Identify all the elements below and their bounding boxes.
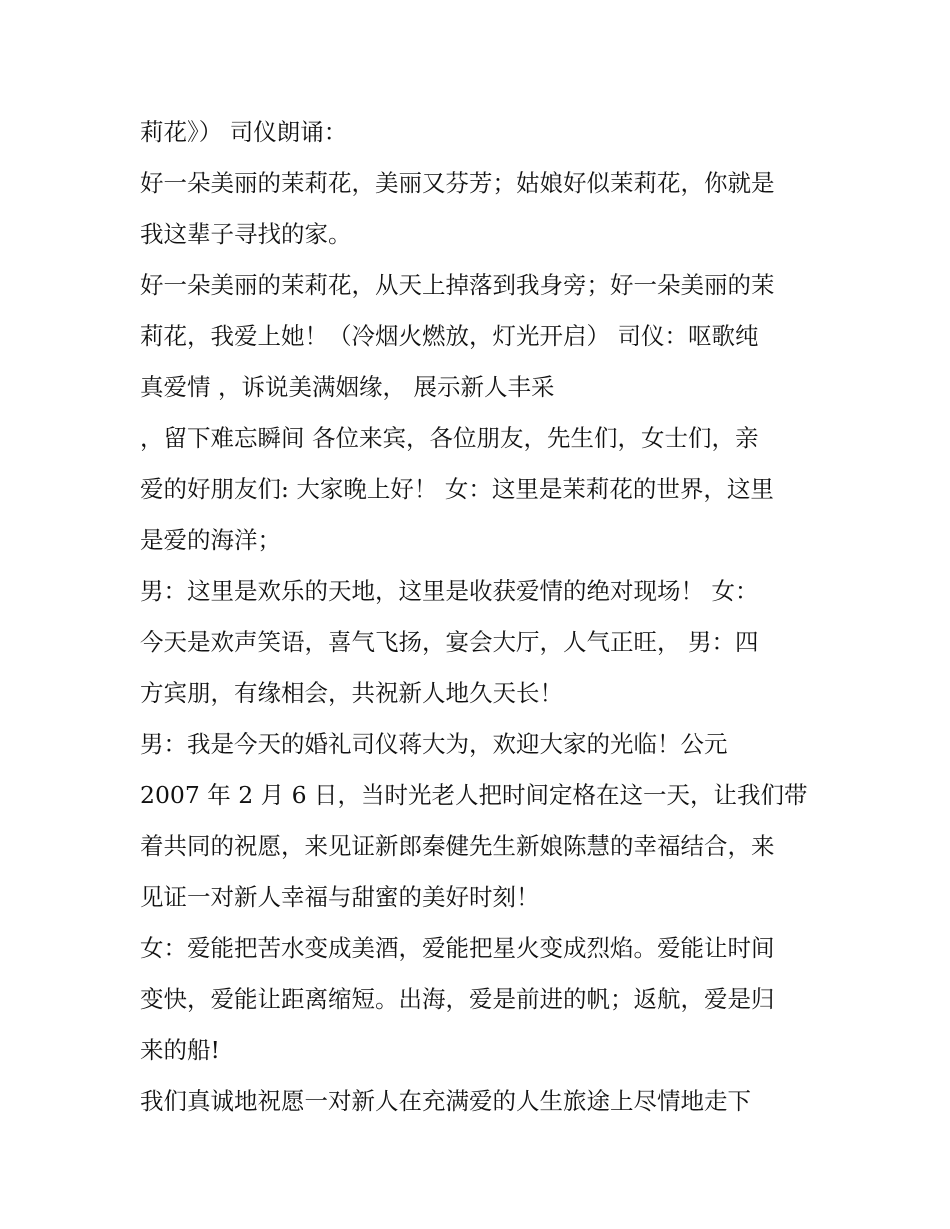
text-line: 好一朵美丽的茉莉花，美丽又芬芳；姑娘好似茉莉花，你就是 [140, 169, 775, 197]
text-line: 男：这里是欢乐的天地，这里是收获爱情的绝对现场！ 女： [140, 577, 759, 605]
text-line: 好一朵美丽的茉莉花，从天上掉落到我身旁；好一朵美丽的茉 [140, 271, 775, 299]
text-line: 方宾朋，有缘相会，共祝新人地久天长！ [140, 679, 563, 707]
text-line: 真爱情 ，诉说美满姻缘， 展示新人丰采 [140, 373, 555, 401]
text-line: 爱的好朋友们: 大家晚上好！ 女：这里是茉莉花的世界，这里 [140, 475, 774, 503]
text-line: 今天是欢声笑语，喜气飞扬，宴会大厅，人气正旺， 男：四 [140, 628, 759, 656]
text-line: 莉花》） 司仪朗诵： [140, 118, 348, 146]
text-line: 变快，爱能让距离缩短。出海，爱是前进的帆；返航，爱是归 [140, 985, 775, 1013]
text-line: 是爱的海洋； [140, 526, 281, 554]
text-line: 着共同的祝愿，来见证新郎秦健先生新娘陈慧的幸福结合，来 [140, 832, 775, 860]
text-line: 我们真诚地祝愿一对新人在充满爱的人生旅途上尽情地走下 [140, 1087, 751, 1115]
text-line: ，留下难忘瞬间 各位来宾，各位朋友，先生们，女士们，亲 [140, 424, 759, 452]
text-line: 来的船! [140, 1036, 220, 1064]
text-line: 男：我是今天的婚礼司仪蒋大为，欢迎大家的光临！公元 [140, 730, 728, 758]
text-line: 见证一对新人幸福与甜蜜的美好时刻！ [140, 883, 540, 911]
document-body [140, 107, 830, 1127]
text-line: 2007 年 2 月 6 日，当时光老人把时间定格在这一天，让我们带 [140, 781, 808, 809]
text-line: 女：爱能把苦水变成美酒，爱能把星火变成烈焰。爱能让时间 [140, 934, 775, 962]
text-line: 莉花，我爱上她！（冷烟火燃放，灯光开启） 司仪：呕歌纯 [140, 322, 759, 350]
text-line: 我这辈子寻找的家。 [140, 220, 352, 248]
